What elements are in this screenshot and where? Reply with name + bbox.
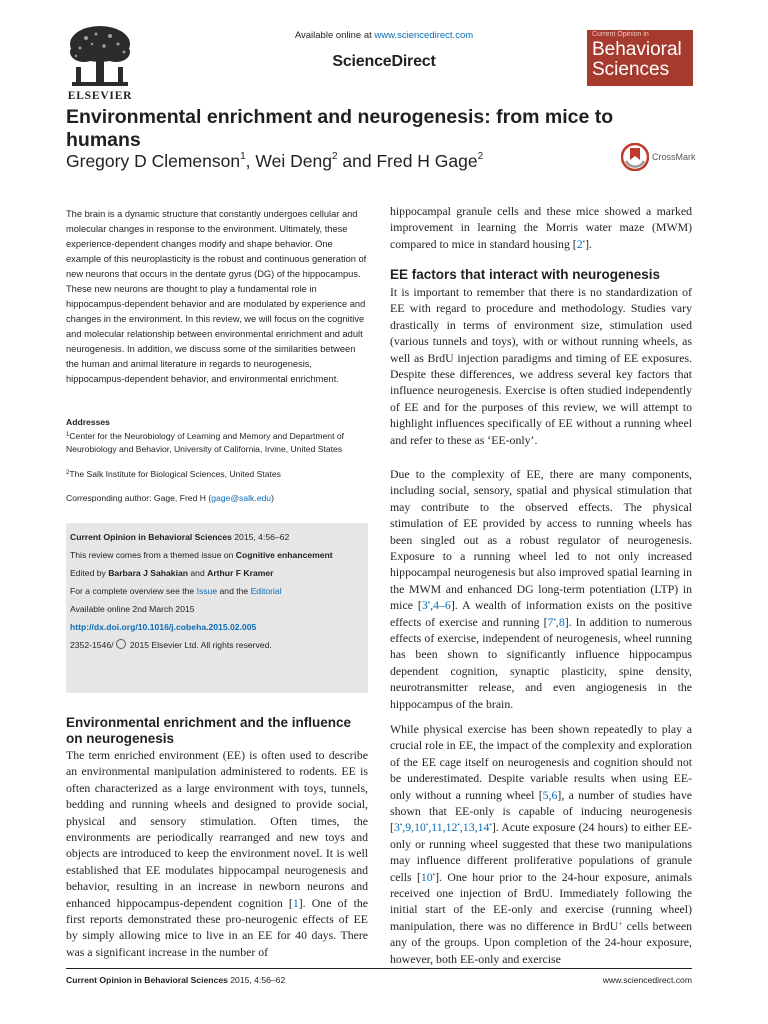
section-heading-ee-factors: EE factors that interact with neurogenesis <box>390 267 661 282</box>
ref-3-6[interactable]: 3•,4–6 <box>421 598 451 613</box>
issue-link[interactable]: Issue <box>196 586 218 596</box>
crossmark-label: CrossMark <box>652 152 696 162</box>
cover-small-label: Current Opinion in <box>592 31 649 38</box>
author-3: Fred H Gage <box>376 151 478 171</box>
infobox-available-date: Available online 2nd March 2015 <box>70 604 195 614</box>
infobox-doi <box>70 621 366 633</box>
publisher-name: ELSEVIER <box>67 90 133 102</box>
ref-10[interactable]: 10• <box>420 869 436 884</box>
ref-3-14[interactable]: 3•,9,10•,11,12•,13,14• <box>393 820 492 835</box>
abstract: The brain is a dynamic structure that constantly undergoes cellular and molecular changes in response to the environment. Ultimately, these experience-dependent changes modify and shape behavior. One example of this neuroplasticity is the robust and continuous generation of new neurons that occurs in the dentate gyrus (DG) of the hippocampus. These new neurons are thought to play a fundamental role in hippocampus-dependent behavior and are modulated by experience and changes in the environment. In this review, we will focus on the cognitive and molecular relationship between environmental enrichment and adult neurogenesis. In addition, we discuss some of the similarities between the human and animal literature in regards to neurogenesis, hippocampus-dependent behavior, and environmental enrichment. <box>66 209 367 384</box>
infobox-copyright: 2352-1546/ 2015 Elsevier Ltd. All rights reserved. <box>70 640 272 650</box>
infobox-editors: Edited by Barbara J Sahakian and Arthur F Kramer <box>70 568 274 578</box>
sciencedirect-link[interactable]: www.sciencedirect.com <box>374 30 474 41</box>
author-2: Wei Deng <box>255 151 332 171</box>
paragraph-complexity: Due to the complexity of EE, there are many components, including social, sensory, spatial and physical stimulation that may contribute to the observed effects. The physical stimulation of EE provided by access to running wheels has been singled out as a robust regulator of neurogenesis. Exposure to a running wheel led to not only increased hippocampal neurogenesis but also improved spatial learning in the MWM and enhanced DG long-term potentiation (LTP) in mice [3•,4–6]. A wealth of information exists on the positive effects of exercise and running [7•,8]. In addition to numerous effects of exercise, independent of neurogenesis, wheel running has been shown to significantly influence hippocampus dependent cognition, synaptic plasticity, spine density, neurotransmitter release, and even angiogenesis in the hippocampus of the brain. <box>390 467 692 711</box>
article-info-box <box>66 523 368 693</box>
infobox-citation: Current Opinion in Behavioral Sciences 2015, 4:56–62 <box>70 532 290 542</box>
ref-7-8[interactable]: 7•,8 <box>547 614 565 629</box>
paragraph-physical-exercise: While physical exercise has been shown repeatedly to play a crucial role in EE, the impact of the complexity and exploration of the EE cage itself on neurogenesis and cognition should not be underestimated. Despite variable results when using EE-only without a running wheel [5,6], a number of studies have shown that EE-only is capable of inducing neurogenesis [3•,9,10•,11,12•,13,14•]. Acute exposure (24 hours) to either EE-only or running wheel suggested that these two manipulations may influence different proliferative populations of granule cells [10•]. One hour prior to the 24-hour exposure, animals received one injection of BrdU. Immediately following the initial start of the EE-only and exercise (running wheel) manipulation, there was no difference in BrdU+ cells between any of the groups. Upon completion of the 24-hour exposure, however, both EE-only and exercise <box>390 722 692 966</box>
address-2: $^2$The Salk Institute for Biological Sciences, United States <box>66 469 281 479</box>
email-link[interactable]: gage@salk.edu <box>211 493 272 503</box>
paragraph-continued: hippocampal granule cells and these mice showed a marked improvement in learning the Morris water maze (MWM) compared to mice in standard housing [2•]. <box>390 204 692 251</box>
crossmark-badge[interactable] <box>621 143 701 173</box>
footer-divider <box>66 968 692 969</box>
doi-link[interactable]: http://dx.doi.org/10.1016/j.cobeha.2015.02.005 <box>70 622 257 632</box>
sciencedirect-brand: ScienceDirect <box>332 53 436 70</box>
infobox-overview: For a complete overview see the Issue and the Editorial <box>70 586 282 596</box>
ref-1[interactable]: 1 <box>292 895 299 910</box>
ref-5-6[interactable]: 5,6 <box>542 787 558 802</box>
paragraph-standardization: It is important to remember that there is no standardization of EE with regard to procedure and methodology. Studies vary drastically in terms of environment size, stimulation used (various tunnels and toys), with or without running wheels, as well as BrdU injection paradigms and timing of EE exposures. Despite these differences, we address several key factors that influence neurogenesis. Exercise is often studied independently of EE and for the purposes of this review, we will attempt to highlight influences specifically of EE without a running wheel and refer to these as ‘EE-only’. <box>390 285 692 447</box>
address-1: $^1$Center for the Neurobiology of Learning and Memory and Department of Neurobiology and Behavior, University of California, Irvine, United States <box>66 431 345 454</box>
addresses-heading: Addresses <box>66 417 110 427</box>
ref-2[interactable]: 2• <box>576 236 586 251</box>
author-1-aff: 1 <box>240 151 246 162</box>
available-online-line: Available online at www.sciencedirect.com <box>294 30 474 41</box>
footer-website[interactable]: www.sciencedirect.com <box>602 975 692 985</box>
editorial-link[interactable]: Editorial <box>250 586 282 596</box>
author-3-aff: 2 <box>477 151 484 162</box>
article-title: Environmental enrichment and neurogenesis: from mice to humans <box>66 106 614 151</box>
section-heading-ee-influence: Environmental enrichment and the influence on neurogenesis <box>66 715 352 746</box>
author-1: Gregory D Clemenson <box>66 151 241 171</box>
author-2-aff: 2 <box>331 151 338 162</box>
crossmark-icon <box>621 143 649 171</box>
paragraph-ee-definition: The term enriched environment (EE) is often used to describe an environmental manipulation administered to rodents. EE is often characterized as a large environment with toys, tunnels, bedding and running wheels and designed to provide social, physical and sensory stimulation. Often times, the environments are periodically rearranged and new toys and objects are introduced to keep the environment novel. It is well established that EE modulates hippocampal neurogenesis and behavior, resulting in an increase in newborn neurons and enhanced hippocampus-dependent cognition [1]. One of the first reports demonstrated these pro-neurogenic effects of EE by simply allowing mice to live in an EE for 40 days. There was a significant increase in the number of <box>66 748 368 959</box>
copyright-icon <box>116 639 126 649</box>
cover-line-2: Sciences <box>592 59 670 80</box>
corresponding-author: Corresponding author: Gage, Fred H (gage@salk.edu) <box>66 493 274 503</box>
cover-line-1: Behavioral <box>592 39 682 60</box>
author-list: Gregory D Clemenson$^1$, Wei Deng$^2$ and Fred H Gage$^2$ <box>66 151 484 171</box>
journal-cover-badge <box>587 30 693 86</box>
footer-citation: Current Opinion in Behavioral Sciences 2015, 4:56–62 <box>66 975 286 985</box>
infobox-themed-issue: This review comes from a themed issue on Cognitive enhancement <box>70 550 333 560</box>
